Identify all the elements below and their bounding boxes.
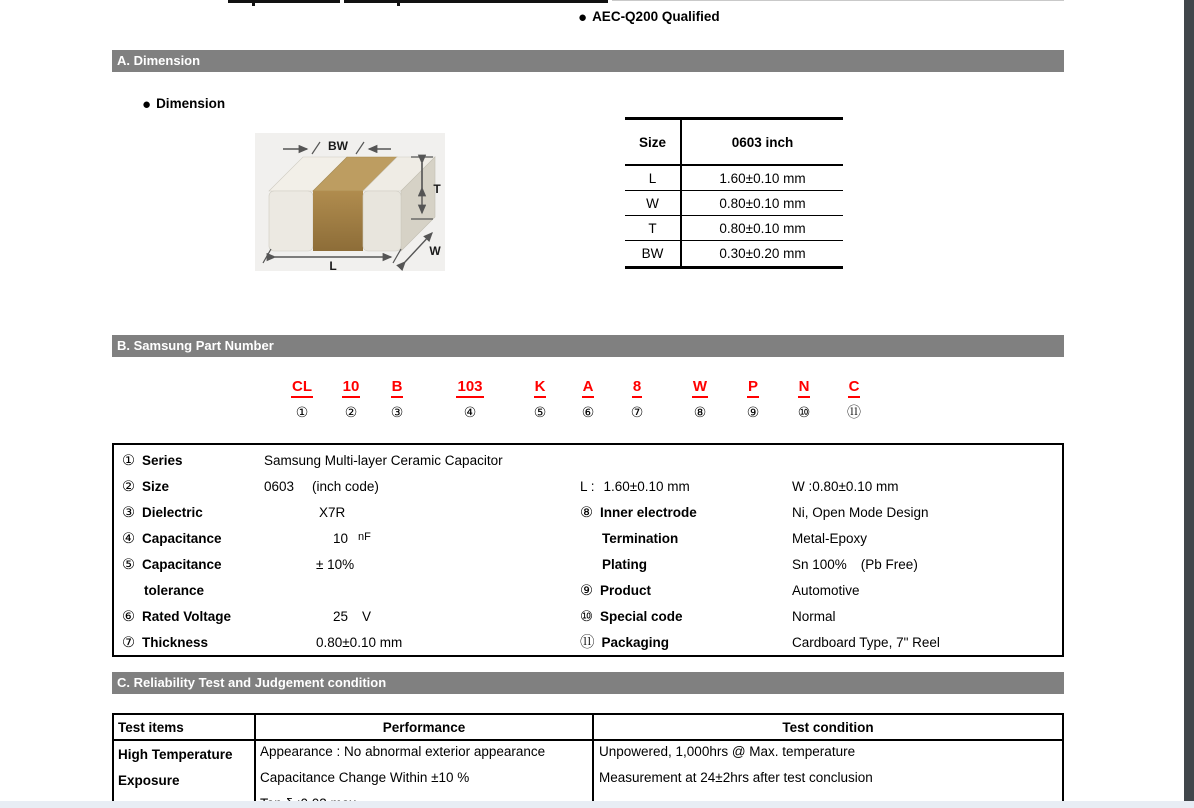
dim-value: 0.80±0.10 mm (719, 195, 806, 211)
detail-label: Dielectric (142, 505, 203, 520)
section-b-title: B. Samsung Part Number (117, 338, 274, 353)
condition-line: Unpowered, 1,000hrs @ Max. temperature (599, 744, 856, 759)
table-row (625, 216, 843, 241)
viewer-bottom-edge (0, 801, 1194, 808)
dim-value: 0.30±0.20 mm (719, 246, 806, 261)
aec-qualified-label (578, 9, 720, 26)
detail-row-thickness (114, 634, 1062, 660)
capacitor-dimension-figure (255, 133, 445, 271)
size-table (625, 117, 843, 269)
circled-number: ⑨ (580, 583, 593, 599)
circled-number: ④ (463, 404, 477, 420)
detail-value: Sn 100% (792, 557, 847, 572)
part-number-segment (518, 378, 562, 419)
section-b-header-bar (112, 335, 1064, 357)
part-code: 10 (342, 378, 361, 398)
circled-number: ⑩ (580, 609, 593, 625)
detail-label: Capacitance (142, 531, 222, 546)
detail-value: Metal-Epoxy (792, 531, 868, 546)
part-code: W (692, 378, 708, 398)
detail-row-series (114, 452, 1062, 478)
detail-label: W : (792, 479, 813, 494)
circled-number: ③ (122, 505, 135, 521)
part-number-segment (615, 378, 659, 419)
part-number-segment (566, 378, 610, 419)
detail-note: (inch code) (312, 479, 379, 494)
figure-label-l: L (329, 259, 337, 271)
detail-label: Capacitance (142, 557, 222, 572)
figure-label-bw: BW (328, 139, 348, 153)
detail-row-tolerance-2 (114, 582, 1062, 608)
circled-number: ⑦ (630, 404, 644, 420)
dimension-heading-text: Dimension (156, 96, 226, 111)
bullet-icon: ● (578, 9, 588, 26)
circled-number: ⑥ (581, 404, 595, 420)
reliability-table-header (114, 715, 1062, 741)
part-code: C (848, 378, 861, 398)
detail-label: Inner electrode (600, 505, 697, 520)
condition-line: Measurement at 24±2hrs after test conclusion (599, 770, 873, 785)
detail-value: 10 (333, 531, 349, 546)
part-number-segment (832, 378, 876, 419)
circled-number: ⑧ (693, 404, 707, 420)
part-code: K (534, 378, 547, 398)
circled-number: ① (122, 453, 135, 469)
circled-number: ⑦ (122, 635, 135, 651)
circled-number: ⑨ (746, 404, 760, 420)
part-number-segment (375, 378, 419, 419)
dim-name: T (625, 216, 682, 240)
size-table-header (625, 120, 843, 166)
detail-row-capacitance (114, 530, 1062, 556)
part-number-segment (280, 378, 324, 419)
detail-value: Normal (792, 609, 836, 624)
circled-number: ③ (390, 404, 404, 420)
figure-label-t: T (433, 182, 441, 196)
detail-label: Size (142, 479, 170, 494)
dim-value: 0.80±0.10 mm (719, 220, 806, 236)
test-item-line: High Temperature (118, 747, 233, 762)
figure-label-w: W (429, 244, 441, 258)
detail-value: 0603 (264, 479, 295, 494)
detail-value: Cardboard Type, 7" Reel (792, 635, 940, 650)
test-item-line: Exposure (118, 773, 180, 788)
part-number-segment (782, 378, 826, 419)
circled-number: ② (344, 404, 358, 420)
circled-number: ⑧ (580, 505, 593, 521)
detail-value: 25 (333, 609, 349, 624)
detail-value: 1.60±0.10 mm (603, 479, 690, 494)
col-header-test-items: Test items (114, 715, 256, 739)
part-code: B (391, 378, 404, 398)
table-row (625, 166, 843, 191)
part-code: 8 (632, 378, 642, 398)
part-code: 103 (456, 378, 483, 398)
detail-value: Ni, Open Mode Design (792, 505, 929, 520)
col-header-test-condition: Test condition (782, 719, 874, 735)
part-code: P (747, 378, 759, 398)
col-header-performance: Performance (256, 715, 594, 739)
detail-row-size (114, 478, 1062, 504)
dim-name: L (625, 166, 682, 190)
section-a-title: A. Dimension (117, 53, 201, 68)
detail-unit: nF (358, 531, 371, 543)
section-a-header-bar (112, 50, 1064, 72)
circled-number: ④ (122, 531, 135, 547)
detail-row-tolerance (114, 556, 1062, 582)
detail-value: 0.80±0.10 mm (812, 479, 899, 494)
part-code: A (582, 378, 595, 398)
dim-name: BW (625, 241, 682, 266)
detail-label: Thickness (142, 635, 209, 650)
part-number-segment (731, 378, 775, 419)
inch-col-header: 0603 inch (731, 134, 794, 150)
circled-number: ⑥ (122, 609, 135, 625)
detail-label: Rated Voltage (142, 609, 232, 624)
detail-value: X7R (319, 505, 346, 520)
section-c-title: C. Reliability Test and Judgement condition (117, 675, 387, 690)
reliability-test-table (112, 713, 1064, 808)
dim-name: W (625, 191, 682, 215)
part-number-segment (678, 378, 722, 419)
dimension-heading (142, 96, 225, 113)
part-number-segment (448, 378, 492, 419)
circled-number: ⑤ (533, 404, 547, 420)
detail-unit: V (362, 609, 372, 624)
detail-value: Automotive (792, 583, 860, 598)
detail-label: Series (142, 453, 183, 468)
detail-label: tolerance (144, 583, 205, 598)
performance-line: Capacitance Change Within ±10 % (260, 770, 470, 785)
detail-value: 0.80±0.10 mm (316, 635, 403, 650)
circled-number: ⑪ (580, 635, 595, 651)
detail-label: L : (580, 479, 595, 494)
aec-qualified-text: AEC-Q200 Qualified (592, 9, 720, 24)
detail-value: Samsung Multi-layer Ceramic Capacitor (264, 453, 503, 468)
detail-label: Packaging (601, 635, 670, 650)
table-row (625, 191, 843, 216)
part-number-detail-table (112, 443, 1064, 657)
circled-number: ② (122, 479, 135, 495)
detail-label: Special code (600, 609, 683, 624)
circled-number: ① (295, 404, 309, 420)
capacitor-illustration (255, 133, 445, 271)
detail-row-rated-voltage (114, 608, 1062, 634)
viewer-right-edge (1184, 0, 1194, 808)
bullet-icon: ● (142, 96, 152, 113)
detail-label: Product (600, 583, 652, 598)
dim-value: 1.60±0.10 mm (719, 170, 806, 186)
circled-number: ⑩ (797, 404, 811, 420)
size-col-header: Size (625, 120, 682, 164)
table-row (114, 741, 1062, 808)
section-c-header-bar (112, 672, 1064, 694)
part-code: CL (291, 378, 313, 398)
detail-row-dielectric (114, 504, 1062, 530)
detail-label: Termination (602, 531, 679, 546)
detail-label: Plating (602, 557, 648, 572)
circled-number: ⑪ (847, 404, 861, 420)
part-code: N (798, 378, 811, 398)
detail-value: ± 10% (316, 557, 355, 572)
performance-line: Appearance : No abnormal exterior appearance (260, 744, 546, 759)
circled-number: ⑤ (122, 557, 135, 573)
table-row (625, 241, 843, 266)
part-number-segment (329, 378, 373, 419)
detail-note: (Pb Free) (860, 557, 918, 572)
